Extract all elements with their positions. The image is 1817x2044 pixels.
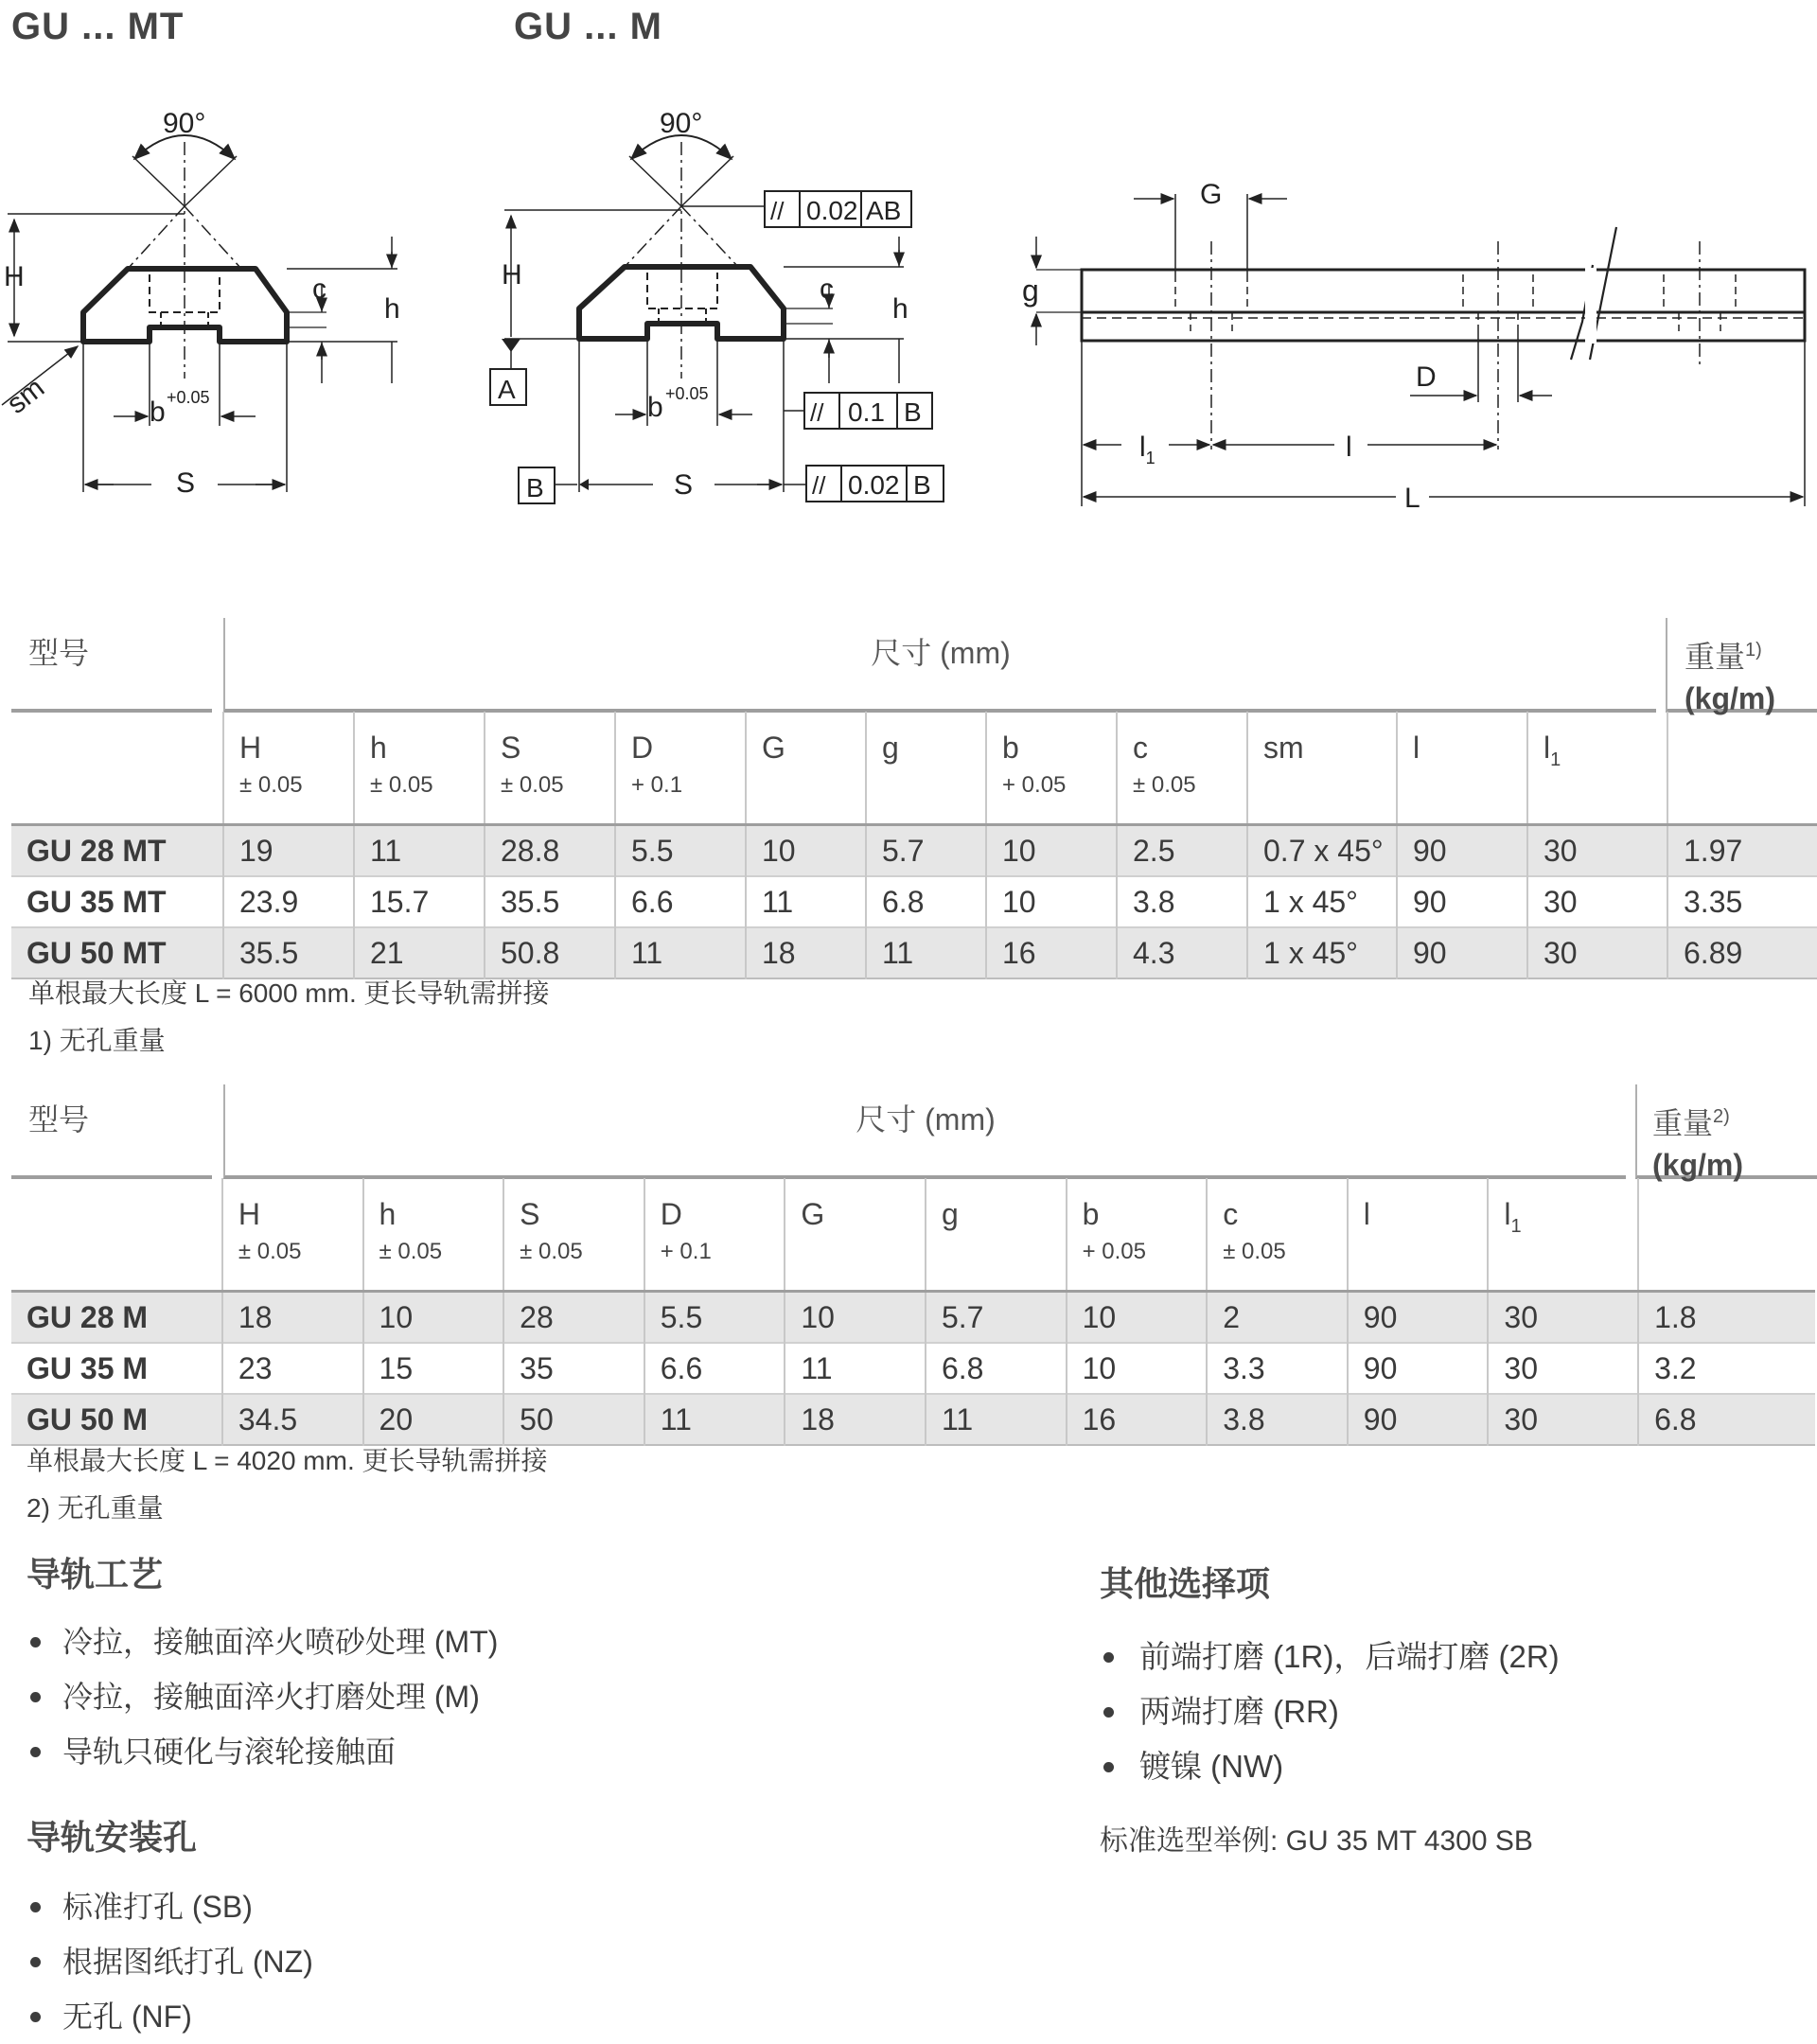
table-mt-weight-unit: (kg/m) bbox=[1685, 681, 1775, 715]
S-label-m: S bbox=[674, 469, 694, 501]
list-item: 镀镍 (NW) bbox=[1100, 1739, 1560, 1794]
G-label: G bbox=[1200, 179, 1223, 210]
profile-m-labels bbox=[490, 108, 944, 503]
angle-label-m: 90° bbox=[660, 108, 703, 139]
mount-holes-list bbox=[26, 1879, 313, 2044]
l-label: l bbox=[1346, 432, 1352, 463]
section-title-mount-holes: 导轨安装孔 bbox=[26, 1818, 198, 1857]
H-label: H bbox=[4, 261, 25, 292]
bullet-icon bbox=[30, 1902, 41, 1912]
bullet-icon bbox=[30, 1637, 41, 1648]
col-c: c ± 0.05 bbox=[1117, 712, 1247, 825]
col-g: g bbox=[866, 712, 986, 825]
svg-text://: // bbox=[812, 471, 826, 500]
list-item: 根据图纸打孔 (NZ) bbox=[26, 1934, 313, 1989]
bullet-icon bbox=[30, 2012, 41, 2022]
col-S: S ± 0.05 bbox=[503, 1178, 644, 1292]
datum-A: A bbox=[498, 375, 516, 404]
col-D: D + 0.1 bbox=[615, 712, 746, 825]
svg-text:0.02: 0.02 bbox=[848, 470, 900, 500]
table-mt bbox=[11, 712, 1817, 979]
col-h: h ± 0.05 bbox=[363, 1178, 504, 1292]
table-m-weight-sup: 2) bbox=[1713, 1106, 1730, 1127]
table-mt-model-header: 型号 bbox=[28, 636, 90, 670]
col-l1: $l_1$ bbox=[1527, 712, 1667, 825]
figure-title-m: GU ... M bbox=[514, 6, 662, 47]
tolerance-frame-2 bbox=[804, 393, 932, 429]
table-m-model-header: 型号 bbox=[28, 1102, 90, 1137]
col-D: D + 0.1 bbox=[644, 1178, 785, 1292]
b-label: b bbox=[150, 396, 166, 428]
list-item: 前端打磨 (1R)，后端打磨 (2R) bbox=[1100, 1630, 1560, 1684]
bullet-icon bbox=[1103, 1707, 1114, 1718]
table-m-weight-unit: (kg/m) bbox=[1652, 1148, 1743, 1182]
L-label: L bbox=[1404, 483, 1420, 514]
table-mt-dim-header-cell bbox=[223, 618, 1656, 713]
svg-text:0.1: 0.1 bbox=[848, 397, 885, 427]
svg-text://: // bbox=[810, 398, 824, 427]
svg-text:AB: AB bbox=[866, 196, 902, 225]
col-g: g bbox=[926, 1178, 1067, 1292]
profile-mt-drawing bbox=[2, 135, 397, 492]
bullet-icon bbox=[1103, 1762, 1114, 1772]
bullet-icon bbox=[30, 1957, 41, 1967]
b-tol-label: +0.05 bbox=[167, 388, 210, 407]
col-G: G bbox=[746, 712, 866, 825]
section-title-rail-process: 导轨工艺 bbox=[26, 1555, 164, 1594]
profile-m-drawing bbox=[502, 135, 904, 492]
table-row: GU 28 MT 19 11 28.8 5.5 10 5.7 10 2.5 0.7 x 45° 90 30 1.97 bbox=[11, 825, 1817, 877]
svg-text://: // bbox=[770, 197, 785, 225]
table-mt-weight-sup: 1) bbox=[1745, 640, 1762, 661]
table-m-dim-header: 尺寸 (mm) bbox=[856, 1102, 996, 1137]
table-m-weight-header-cell bbox=[1635, 1084, 1817, 1182]
table-m-note-weight: 2) 无孔重量 bbox=[26, 1493, 164, 1523]
list-item: 冷拉，接触面淬火打磨处理 (M) bbox=[26, 1669, 498, 1724]
S-label: S bbox=[176, 467, 196, 499]
datum-B: B bbox=[526, 473, 544, 502]
svg-text:B: B bbox=[904, 397, 922, 427]
table-row: GU 35 M 23 15 35 6.6 11 6.8 10 3.3 90 30 3.2 bbox=[11, 1343, 1815, 1394]
rail-side-labels bbox=[1022, 179, 1437, 514]
figure-title-mt: GU ... MT bbox=[11, 6, 185, 47]
table-m bbox=[11, 1178, 1815, 1446]
col-l1: $l_1$ bbox=[1488, 1178, 1638, 1292]
col-l: l bbox=[1397, 712, 1527, 825]
table-mt-note-weight: 1) 无孔重量 bbox=[28, 1026, 166, 1055]
table-mt-model-header-cell bbox=[11, 618, 212, 713]
col-sm: sm bbox=[1247, 712, 1397, 825]
col-l: l bbox=[1348, 1178, 1489, 1292]
l1-label: $l_1$ bbox=[1139, 432, 1155, 467]
bullet-icon bbox=[1103, 1652, 1114, 1663]
list-item: 两端打磨 (RR) bbox=[1100, 1684, 1560, 1739]
col-h: h ± 0.05 bbox=[354, 712, 485, 825]
list-item: 冷拉，接触面淬火喷砂处理 (MT) bbox=[26, 1614, 498, 1669]
rail-process-list bbox=[26, 1614, 498, 1779]
table-row: GU 35 MT 23.9 15.7 35.5 6.6 11 6.8 10 3.8 1 x 45° 90 30 3.35 bbox=[11, 876, 1817, 927]
b-label-m: b bbox=[647, 392, 663, 423]
H-label-m: H bbox=[502, 259, 522, 291]
table-m-blank bbox=[11, 1178, 222, 1292]
svg-text:0.02: 0.02 bbox=[806, 196, 858, 225]
c-label: c bbox=[312, 273, 326, 305]
table-mt-weight-header-cell bbox=[1666, 618, 1817, 713]
col-b: b + 0.05 bbox=[986, 712, 1117, 825]
list-item: 导轨只硬化与滚轮接触面 bbox=[26, 1724, 498, 1779]
tolerance-frame-1 bbox=[765, 191, 911, 227]
table-row: GU 28 M 18 10 28 5.5 10 5.7 10 2 90 30 1.8 bbox=[11, 1292, 1815, 1344]
other-options-list bbox=[1100, 1630, 1560, 1794]
table-row: GU 50 MT 35.5 21 50.8 11 18 11 16 4.3 1 x 45° 90 30 6.89 bbox=[11, 927, 1817, 978]
table-mt-note-length: 单根最大长度 L = 6000 mm. 更长导轨需拼接 bbox=[28, 978, 550, 1008]
table-m-model-header-cell bbox=[11, 1084, 212, 1179]
c-label-m: c bbox=[820, 273, 834, 305]
col-b: b + 0.05 bbox=[1067, 1178, 1208, 1292]
h-label-m: h bbox=[892, 293, 908, 325]
col-H: H ± 0.05 bbox=[223, 712, 354, 825]
svg-text:B: B bbox=[913, 470, 931, 500]
col-S: S ± 0.05 bbox=[485, 712, 615, 825]
bullet-icon bbox=[30, 1692, 41, 1702]
technical-drawings bbox=[0, 0, 1817, 530]
col-c: c ± 0.05 bbox=[1207, 1178, 1348, 1292]
section-title-other-options: 其他选择项 bbox=[1100, 1564, 1271, 1603]
col-weight bbox=[1638, 1178, 1815, 1292]
g-label: g bbox=[1022, 273, 1039, 308]
table-row: GU 50 M 34.5 20 50 11 18 11 16 3.8 90 30 6.8 bbox=[11, 1394, 1815, 1445]
table-mt-dim-header: 尺寸 (mm) bbox=[871, 636, 1011, 670]
list-item: 无孔 (NF) bbox=[26, 1989, 313, 2044]
h-label: h bbox=[384, 293, 400, 325]
bullet-icon bbox=[30, 1747, 41, 1757]
table-m-dim-header-cell bbox=[223, 1084, 1626, 1179]
col-H: H ± 0.05 bbox=[222, 1178, 363, 1292]
table-mt-weight-header: 重量 bbox=[1685, 640, 1746, 674]
D-label: D bbox=[1416, 361, 1437, 393]
tolerance-frame-3 bbox=[806, 466, 944, 502]
b-tol-label-m: +0.05 bbox=[665, 384, 709, 403]
table-m-note-length: 单根最大长度 L = 4020 mm. 更长导轨需拼接 bbox=[26, 1446, 548, 1475]
list-item: 标准打孔 (SB) bbox=[26, 1879, 313, 1934]
col-weight bbox=[1667, 712, 1817, 825]
table-mt-blank bbox=[11, 712, 223, 825]
angle-label: 90° bbox=[163, 108, 206, 139]
selection-example: 标准选型举例: GU 35 MT 4300 SB bbox=[1100, 1825, 1533, 1857]
profile-mt-labels bbox=[1, 108, 399, 499]
col-G: G bbox=[785, 1178, 926, 1292]
sm-label: sm bbox=[1, 372, 51, 420]
table-m-weight-header: 重量 bbox=[1652, 1106, 1714, 1140]
